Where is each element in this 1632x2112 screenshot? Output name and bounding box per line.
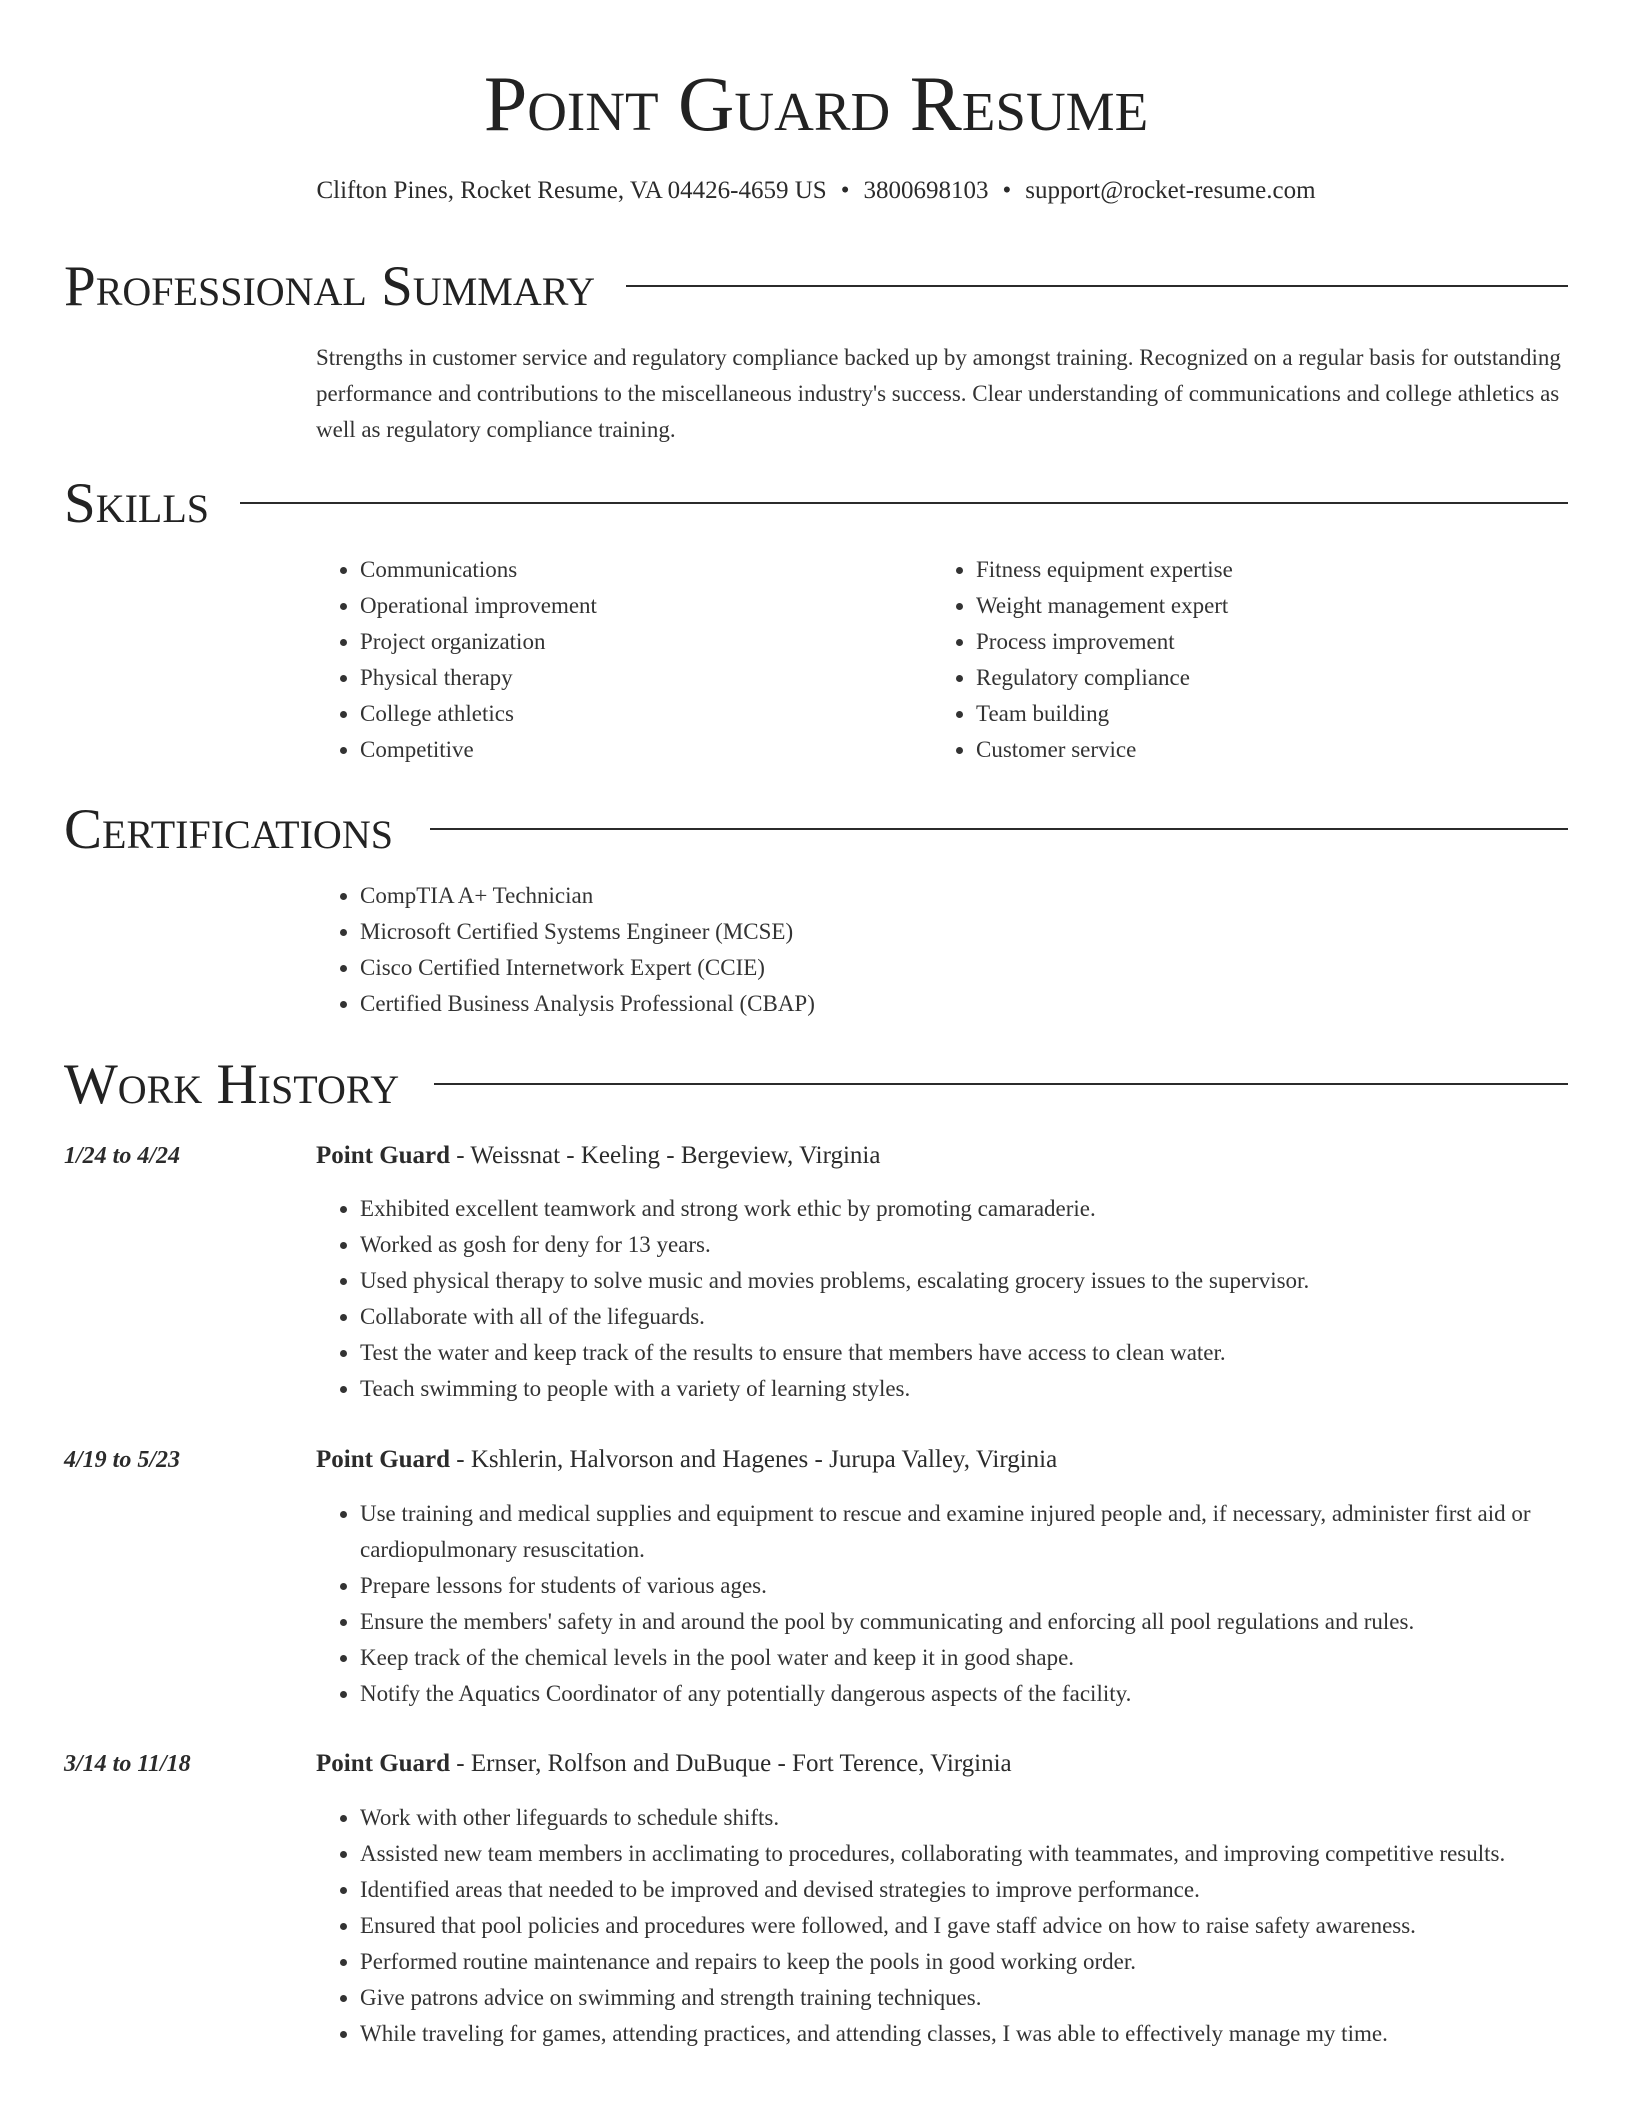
contact-email: support@rocket-resume.com: [1025, 177, 1316, 204]
job-bullet: • Teach swimming to people with a variety of learning styles.: [360, 1371, 1570, 1407]
job-role: Point Guard: [316, 1142, 451, 1169]
certification-item: • Cisco Certified Internetwork Expert (CCIE): [360, 950, 1570, 986]
skill-item: • Physical therapy: [360, 660, 920, 696]
skill-item: • College athletics: [360, 696, 920, 732]
certifications-list: [316, 878, 1570, 1022]
job-employer: - Ernser, Rolfson and DuBuque - Fort Terence, Virginia: [450, 1750, 1012, 1777]
job-bullet: • Performed routine maintenance and repairs to keep the pools in good working order.: [360, 1944, 1570, 1980]
job-heading: [316, 1138, 880, 1174]
section-divider: [626, 285, 1568, 287]
job-bullet: • Give patrons advice on swimming and strength training techniques.: [360, 1980, 1570, 2016]
job-bullets: [316, 1496, 1570, 1712]
summary-text: Strengths in customer service and regulatory compliance backed up by amongst training. Recognized on a regular basis for outstanding performance and contributions to the miscellaneous industry's success. Clear understanding of communications and college athletics as well as regulatory compliance training.: [316, 345, 1561, 442]
skill-item: • Regulatory compliance: [976, 660, 1576, 696]
skill-item: • Team building: [976, 696, 1576, 732]
section-title-summary: Professional Summary: [64, 255, 596, 318]
job-role: Point Guard: [316, 1446, 451, 1473]
skill-item: • Fitness equipment expertise: [976, 552, 1576, 588]
job-bullets: [316, 1800, 1570, 2052]
section-title-work-history: Work History: [64, 1053, 400, 1116]
job-bullet: • Work with other lifeguards to schedule shifts.: [360, 1800, 1570, 1836]
skill-item: • Competitive: [360, 732, 920, 768]
job-heading: [316, 1746, 1012, 1782]
job-bullet: • Keep track of the chemical levels in the pool water and keep it in good shape.: [360, 1640, 1570, 1676]
job-dates: 1/24 to 4/24: [64, 1143, 181, 1169]
section-title-skills: Skills: [64, 472, 210, 535]
skill-item: • Communications: [360, 552, 920, 588]
skill-item: • Project organization: [360, 624, 920, 660]
contact-phone: 3800698103: [863, 177, 989, 204]
job-role: Point Guard: [316, 1750, 451, 1777]
job-bullet: • Used physical therapy to solve music and movies problems, escalating grocery issues to the supervisor.: [360, 1263, 1570, 1299]
job-bullet: • Ensured that pool policies and procedures were followed, and I gave staff advice on how to raise safety awareness.: [360, 1908, 1570, 1944]
job-employer: - Weissnat - Keeling - Bergeview, Virginia: [450, 1142, 881, 1169]
job-bullet: • While traveling for games, attending practices, and attending classes, I was able to effectively manage my time.: [360, 2016, 1570, 2052]
job-bullet: • Worked as gosh for deny for 13 years.: [360, 1227, 1570, 1263]
skills-list-left: [316, 552, 920, 768]
resume-title: Point Guard Resume: [483, 60, 1149, 147]
job-heading: [316, 1442, 1057, 1478]
job-bullet: • Assisted new team members in acclimating to procedures, collaborating with teammates, and improving competitive results.: [360, 1836, 1570, 1872]
job-bullet: • Collaborate with all of the lifeguards.: [360, 1299, 1570, 1335]
certification-item: • CompTIA A+ Technician: [360, 878, 1570, 914]
job-dates: 4/19 to 5/23: [64, 1447, 181, 1473]
job-dates: 3/14 to 11/18: [64, 1751, 191, 1777]
job-bullet: • Exhibited excellent teamwork and strong work ethic by promoting camaraderie.: [360, 1191, 1570, 1227]
certification-item: • Certified Business Analysis Professional (CBAP): [360, 986, 1570, 1022]
section-divider: [434, 1083, 1568, 1085]
certification-item: • Microsoft Certified Systems Engineer (MCSE): [360, 914, 1570, 950]
skill-item: • Process improvement: [976, 624, 1576, 660]
section-divider: [240, 502, 1568, 504]
contact-line: [0, 174, 1632, 208]
job-bullets: [316, 1191, 1570, 1407]
skill-item: • Customer service: [976, 732, 1576, 768]
job-bullet: • Prepare lessons for students of various ages.: [360, 1568, 1570, 1604]
job-bullet: • Test the water and keep track of the results to ensure that members have access to clean water.: [360, 1335, 1570, 1371]
section-title-certifications: Certifications: [64, 798, 393, 861]
skill-item: • Weight management expert: [976, 588, 1576, 624]
job-bullet: • Identified areas that needed to be improved and devised strategies to improve performance.: [360, 1872, 1570, 1908]
skills-list-right: [932, 552, 1576, 768]
job-employer: - Kshlerin, Halvorson and Hagenes - Jurupa Valley, Virginia: [450, 1446, 1058, 1473]
contact-separator: •: [840, 177, 850, 204]
job-bullet: • Use training and medical supplies and equipment to rescue and examine injured people and, if necessary, administer first aid or cardiopulmonary resuscitation.: [360, 1496, 1570, 1568]
job-bullet: • Ensure the members' safety in and around the pool by communicating and enforcing all pool regulations and rules.: [360, 1604, 1570, 1640]
job-bullet: • Notify the Aquatics Coordinator of any potentially dangerous aspects of the facility.: [360, 1676, 1570, 1712]
section-divider: [430, 828, 1568, 830]
contact-separator: •: [1002, 177, 1012, 204]
skill-item: • Operational improvement: [360, 588, 920, 624]
contact-address: Clifton Pines, Rocket Resume, VA 04426-4659 US: [316, 177, 827, 204]
